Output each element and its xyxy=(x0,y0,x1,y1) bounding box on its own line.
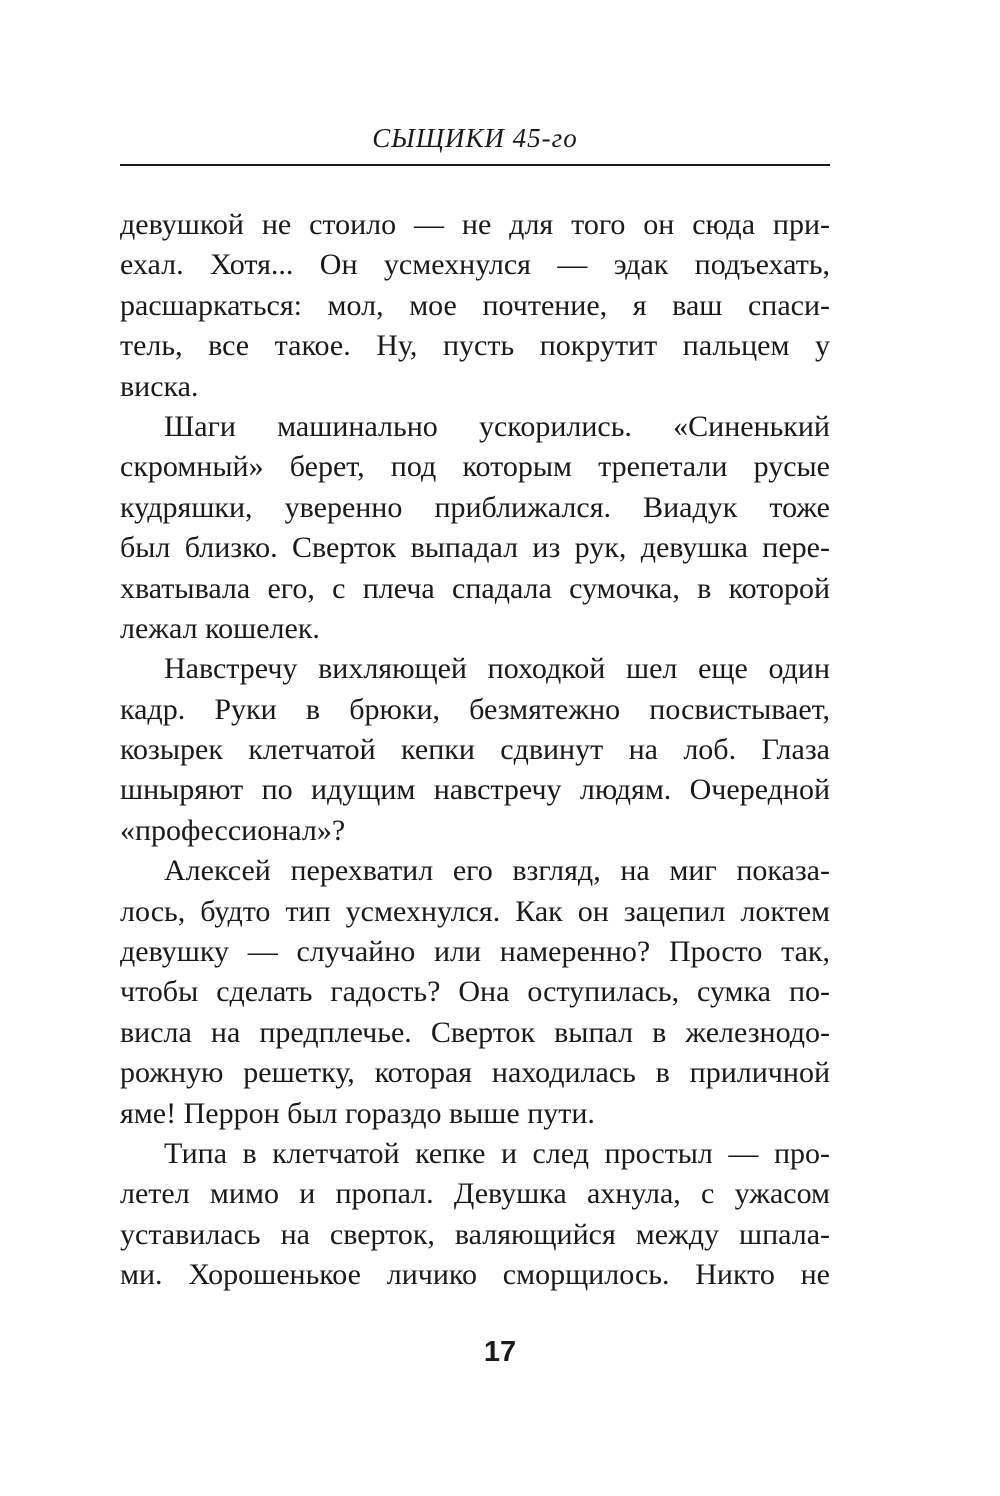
text-line: расшаркаться: мол, мое почтение, я ваш спаси- xyxy=(120,288,830,322)
text-line: летел мимо и пропал. Девушка ахнула, с ужасом xyxy=(120,1177,830,1211)
text-line: лежал кошелек. xyxy=(120,611,320,645)
text-line: ми. Хорошенькое личико сморщилось. Никто не xyxy=(120,1258,830,1292)
text-line: Типа в клетчатой кепке и след простыл — про- xyxy=(164,1136,830,1170)
text-line: хватывала его, с плеча спадала сумочка, в которой xyxy=(120,571,830,605)
paragraph xyxy=(120,407,830,649)
paragraph xyxy=(120,851,830,1134)
paragraph xyxy=(120,649,830,851)
text-line: лось, будто тип усмехнулся. Как он зацепил локтем xyxy=(120,894,830,928)
running-title: СЫЩИКИ 45-го xyxy=(372,123,578,153)
text-line: козырек клетчатой кепки сдвинут на лоб. Глаза xyxy=(120,733,830,767)
paragraph xyxy=(120,1134,830,1296)
text-line: Алексей перехватил его взгляд, на миг показа- xyxy=(164,854,830,888)
running-header xyxy=(120,112,830,166)
text-line: рожную решетку, которая находилась в приличной xyxy=(120,1056,830,1090)
text-line: кадр. Руки в брюки, безмятежно посвистывает, xyxy=(120,692,830,726)
text-line: яме! Перрон был гораздо выше пути. xyxy=(120,1096,595,1130)
text-line: виска. xyxy=(120,369,199,403)
paragraph xyxy=(120,205,830,407)
text-line: был близко. Сверток выпадал из рук, девушка пере- xyxy=(120,531,830,565)
text-line: «профессионал»? xyxy=(120,813,346,847)
text-line: тель, все такое. Ну, пусть покрутит пальцем у xyxy=(120,329,830,363)
body-text xyxy=(120,205,830,1296)
text-line: скромный» берет, под которым трепетали русые xyxy=(120,450,830,484)
text-line: чтобы сделать гадость? Она оступилась, сумка по- xyxy=(120,975,830,1009)
text-line: Шаги машинально ускорились. «Синенький xyxy=(164,409,830,443)
text-line: кудряшки, уверенно приближался. Виадук тоже xyxy=(120,490,830,524)
page-number: 17 xyxy=(483,1336,517,1368)
text-line: висла на предплечье. Сверток выпал в железнодо- xyxy=(120,1015,830,1049)
text-line: Навстречу вихляющей походкой шел еще один xyxy=(164,652,830,686)
text-line: шныряют по идущим навстречу людям. Очередной xyxy=(120,773,830,807)
text-line: уставилась на сверток, валяющийся между шпала- xyxy=(120,1217,830,1251)
text-line: ехал. Хотя... Он усмехнулся — эдак подъехать, xyxy=(120,248,830,282)
text-line: девушкой не стоило — не для того он сюда при- xyxy=(120,208,830,241)
text-line: девушку — случайно или намеренно? Просто так, xyxy=(120,935,830,969)
